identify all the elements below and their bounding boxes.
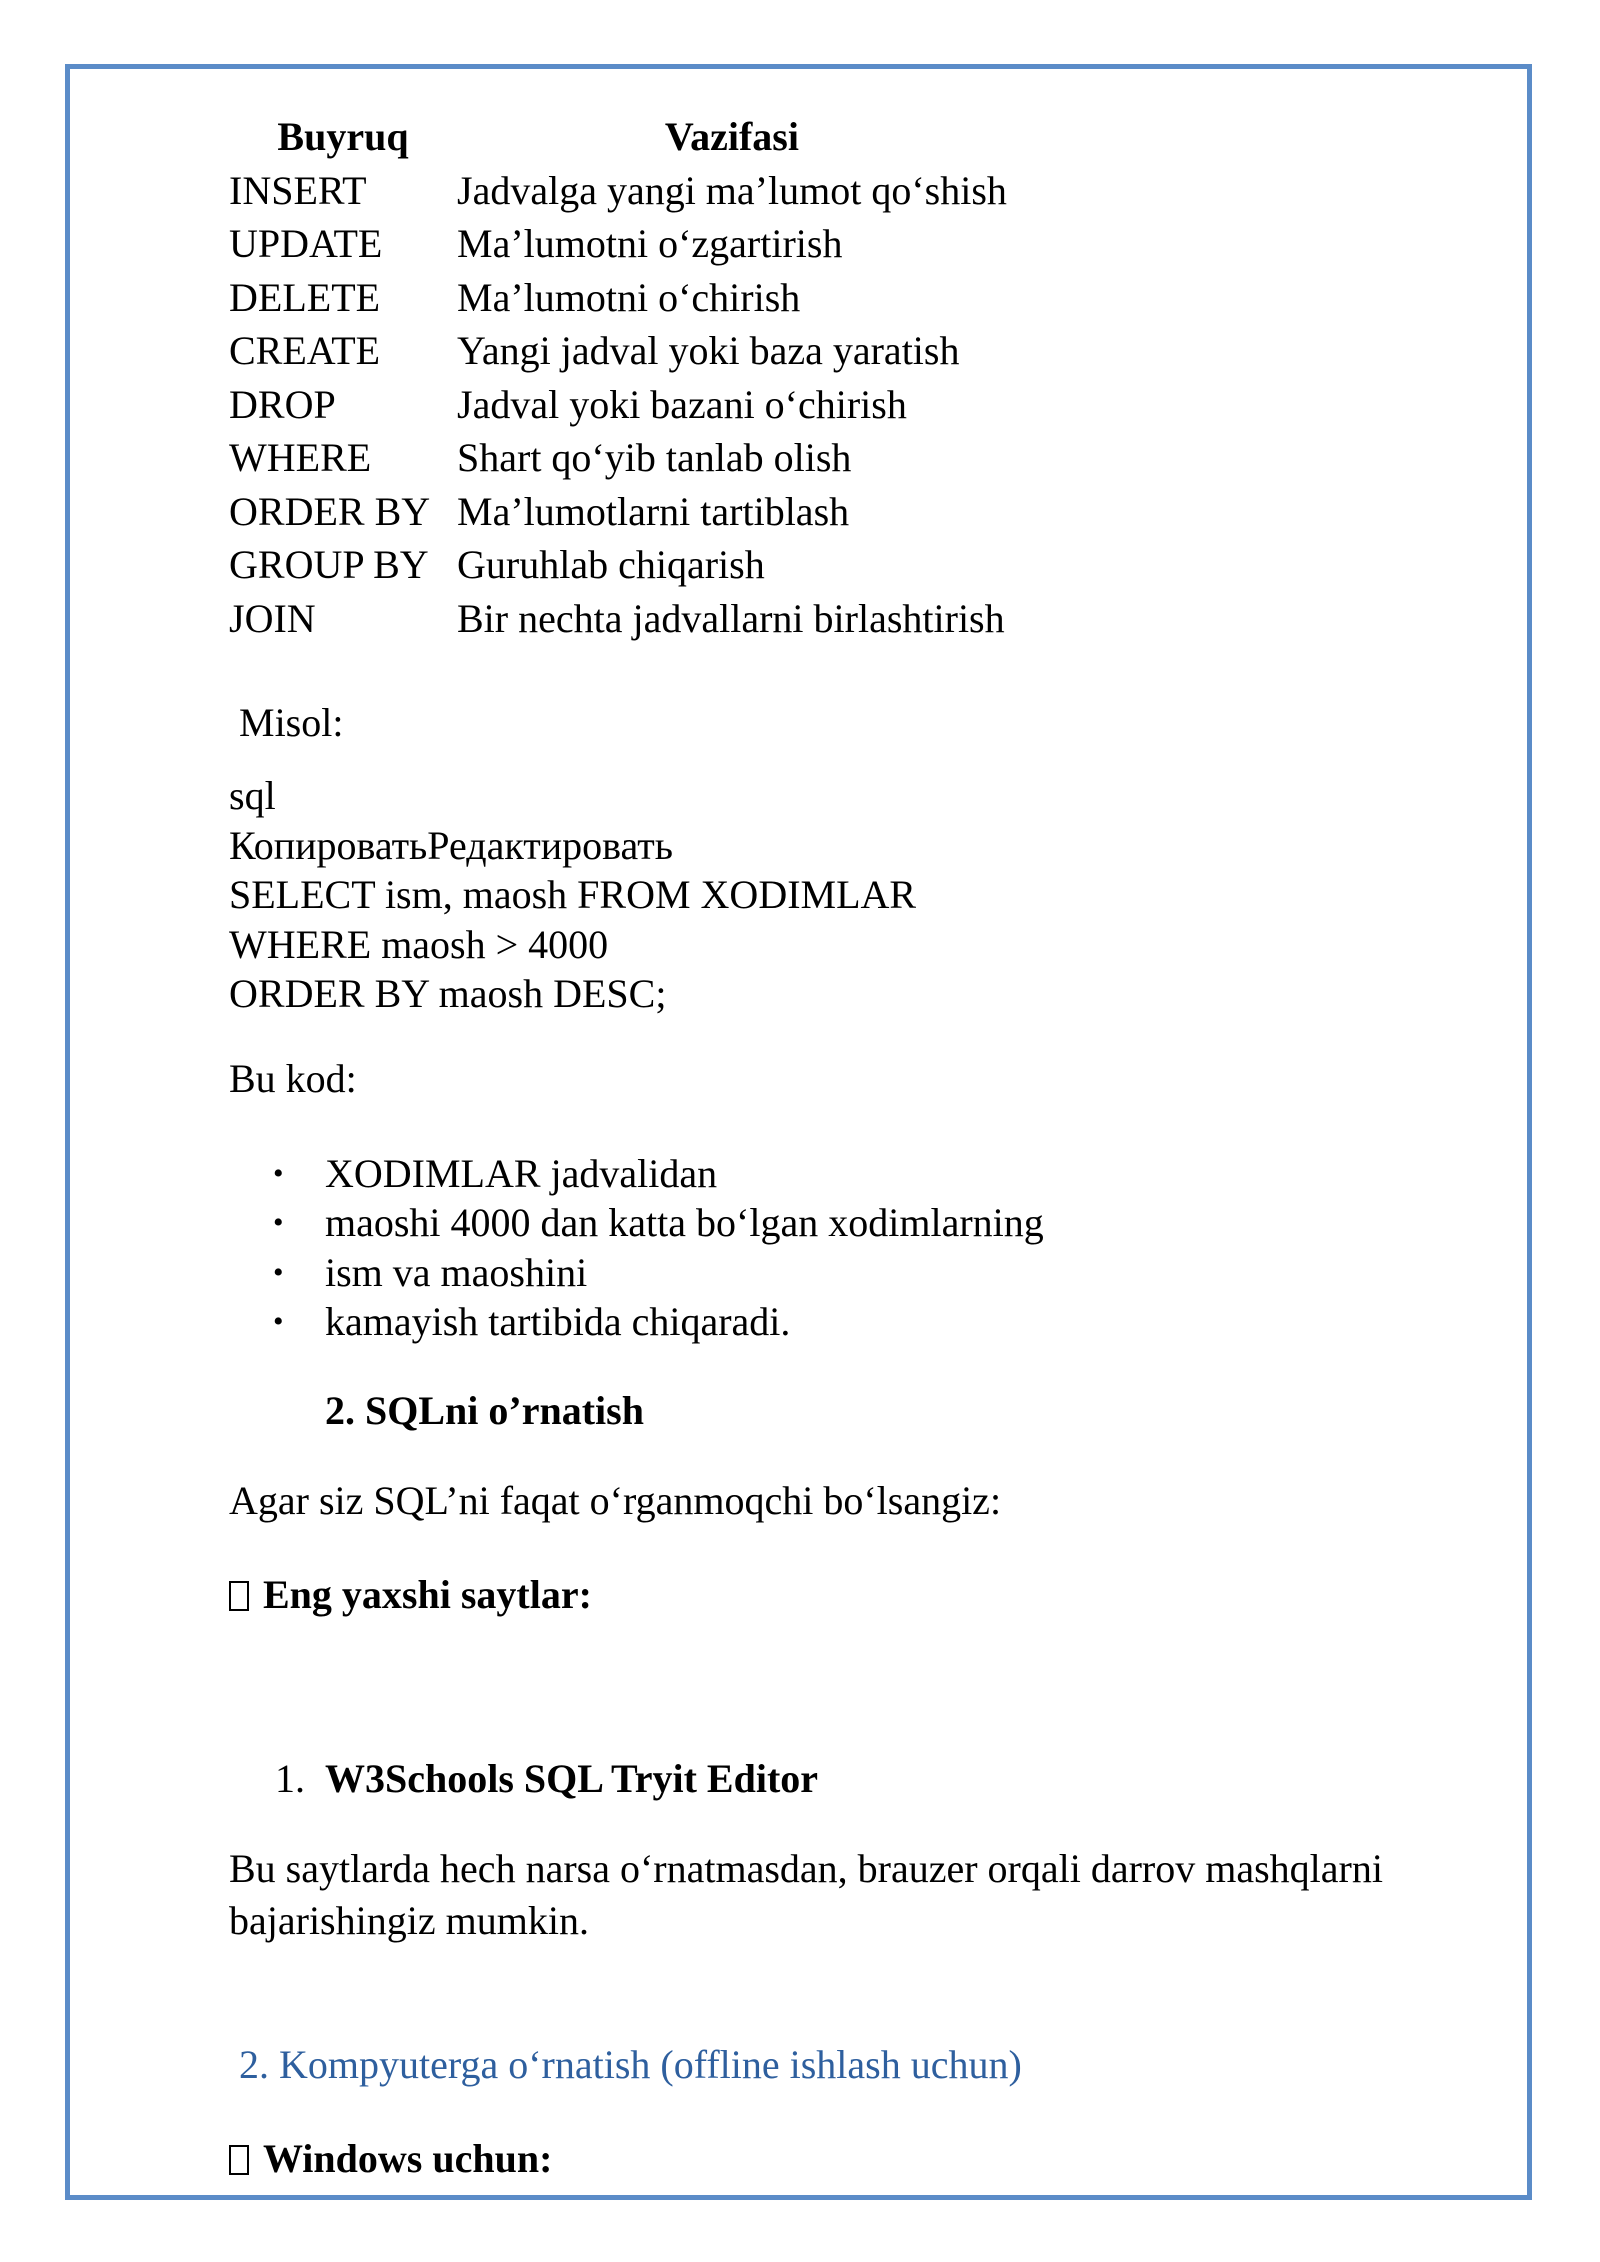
offline-heading: 2. Kompyuterga o‘rnatish (offline ishlash uchun)	[239, 2041, 1022, 2087]
code-line: SELECT ism, maosh FROM XODIMLAR	[229, 872, 917, 917]
bullet-icon: •	[273, 1255, 284, 1289]
site-list-item	[229, 1755, 1489, 1803]
sites-heading	[229, 1571, 1489, 1619]
desc-cell: Ma’lumotni o‘zgartirish	[457, 221, 843, 266]
header-buyruq: Buyruq	[277, 114, 409, 159]
cmd-cell: ORDER BY	[229, 488, 431, 534]
desc-cell: Bir nechta jadvallarni birlashtirish	[457, 595, 1005, 641]
example-label: Misol:	[239, 700, 344, 745]
code-line: WHERE maosh > 4000	[229, 921, 609, 967]
windows-heading	[229, 2135, 1489, 2183]
table-row	[229, 378, 1007, 432]
cmd-cell: CREATE	[229, 328, 381, 373]
site-note: Bu saytlarda hech narsa o‘rnatmasdan, brauzer orqali darrov mashqlarni bajarishingiz mumkin.	[229, 1845, 1383, 1943]
list-item	[229, 1248, 1489, 1298]
document-content	[229, 110, 1489, 2183]
table-row	[229, 271, 1007, 325]
cmd-cell: GROUP BY	[229, 542, 429, 587]
table-row	[229, 324, 1007, 378]
windows-heading-text: Windows uchun:	[263, 2135, 553, 2181]
table-row	[229, 485, 1007, 539]
desc-cell: Yangi jadval yoki baza yaratish	[457, 328, 960, 373]
desc-cell: Jadvalga yangi ma’lumot qo‘shish	[457, 167, 1007, 213]
desc-cell: Shart qo‘yib tanlab olish	[457, 435, 852, 480]
explanation-list	[229, 1149, 1489, 1347]
explanation-intro: Bu kod:	[229, 1055, 357, 1101]
table-row	[229, 217, 1007, 271]
desc-cell: Guruhlab chiqarish	[457, 542, 765, 587]
table-row	[229, 164, 1007, 218]
bullet-icon: •	[273, 1305, 284, 1338]
missing-glyph-icon	[229, 2145, 249, 2175]
code-toolbar-text: КопироватьРедактировать	[229, 822, 673, 868]
list-item	[229, 1198, 1489, 1248]
commands-table	[229, 110, 1007, 645]
code-block	[229, 771, 1489, 1019]
site-number: 1.	[275, 1755, 305, 1801]
list-item-text: maoshi 4000 dan katta bo‘lgan xodimlarning	[325, 1200, 1044, 1245]
bullet-icon: •	[273, 1156, 284, 1190]
cmd-cell: INSERT	[229, 167, 367, 213]
desc-cell: Ma’lumotni o‘chirish	[457, 274, 801, 320]
cmd-cell: DROP	[229, 381, 336, 427]
bullet-icon: •	[273, 1206, 284, 1239]
cmd-cell: JOIN	[229, 595, 316, 641]
site-name: W3Schools SQL Tryit Editor	[325, 1755, 819, 1801]
table-row	[229, 431, 1007, 485]
table-header-row	[229, 110, 1007, 164]
list-item-text: kamayish tartibida chiqaradi.	[325, 1299, 791, 1344]
section-heading: 2. SQLni o’rnatish	[325, 1387, 644, 1433]
cmd-cell: UPDATE	[229, 221, 383, 266]
code-line: ORDER BY maosh DESC;	[229, 971, 667, 1016]
header-vazifasi: Vazifasi	[664, 114, 799, 159]
desc-cell: Ma’lumotlarni tartiblash	[457, 488, 850, 534]
desc-cell: Jadval yoki bazani o‘chirish	[457, 381, 907, 427]
cmd-cell: DELETE	[229, 274, 381, 320]
list-item-text: XODIMLAR jadvalidan	[325, 1150, 718, 1196]
section-intro: Agar siz SQL’ni faqat o‘rganmoqchi bo‘lsangiz:	[229, 1477, 1002, 1523]
cmd-cell: WHERE	[229, 435, 372, 480]
code-language-label: sql	[229, 773, 276, 818]
list-item	[229, 1297, 1489, 1347]
missing-glyph-icon	[229, 1581, 249, 1611]
table-row	[229, 538, 1007, 592]
list-item	[229, 1149, 1489, 1199]
table-row	[229, 592, 1007, 646]
list-item-text: ism va maoshini	[325, 1249, 588, 1295]
sites-heading-text: Eng yaxshi saytlar:	[263, 1571, 592, 1617]
